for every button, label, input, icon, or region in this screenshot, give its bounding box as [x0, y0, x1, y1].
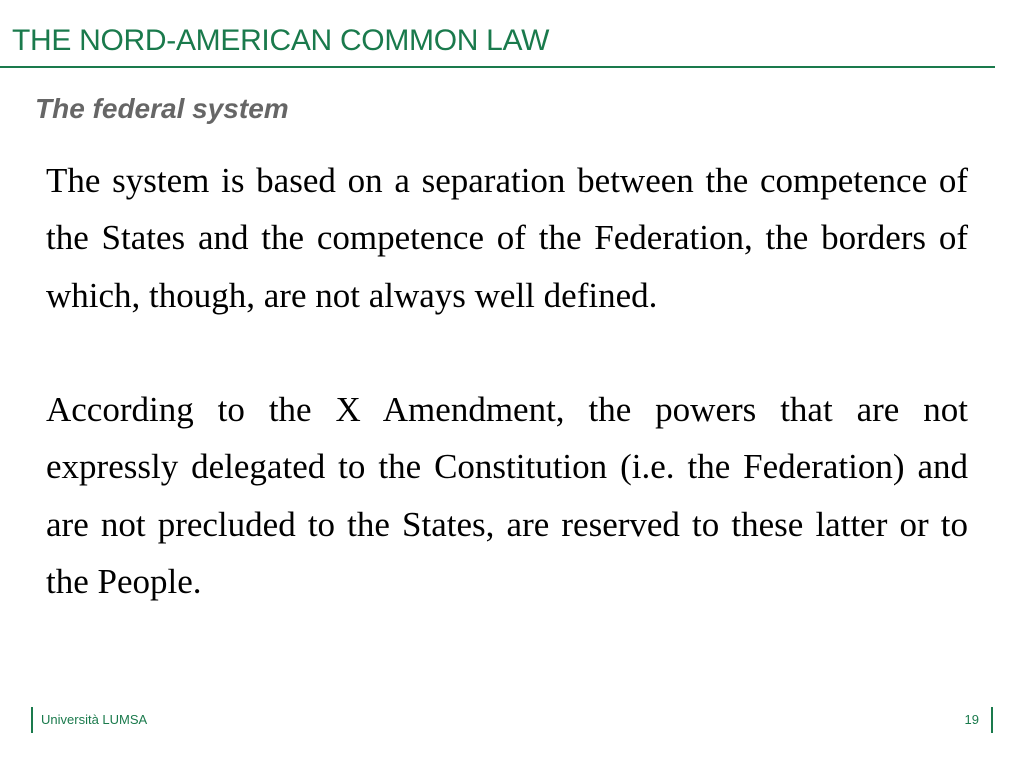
footer-page-number: 19: [964, 712, 979, 727]
body-paragraph-1: The system is based on a separation between the competence of the States and the competence of the Federation, the borders of which, though, are not always well defined.: [46, 161, 968, 315]
title-divider: [0, 66, 995, 68]
footer-divider-right: [991, 707, 993, 733]
footer-divider-left: [31, 707, 33, 733]
footer-institution: Università LUMSA: [41, 712, 148, 727]
slide-title: THE NORD-AMERICAN COMMON LAW: [12, 24, 550, 57]
body-paragraph-2: According to the X Amendment, the powers that are not expressly delegated to the Constitution (i.e. the Federation) and are not precluded to the States, are reserved to these latter or to the People.: [46, 390, 968, 602]
slide-body: [46, 152, 968, 610]
slide-subtitle: The federal system: [35, 93, 289, 124]
